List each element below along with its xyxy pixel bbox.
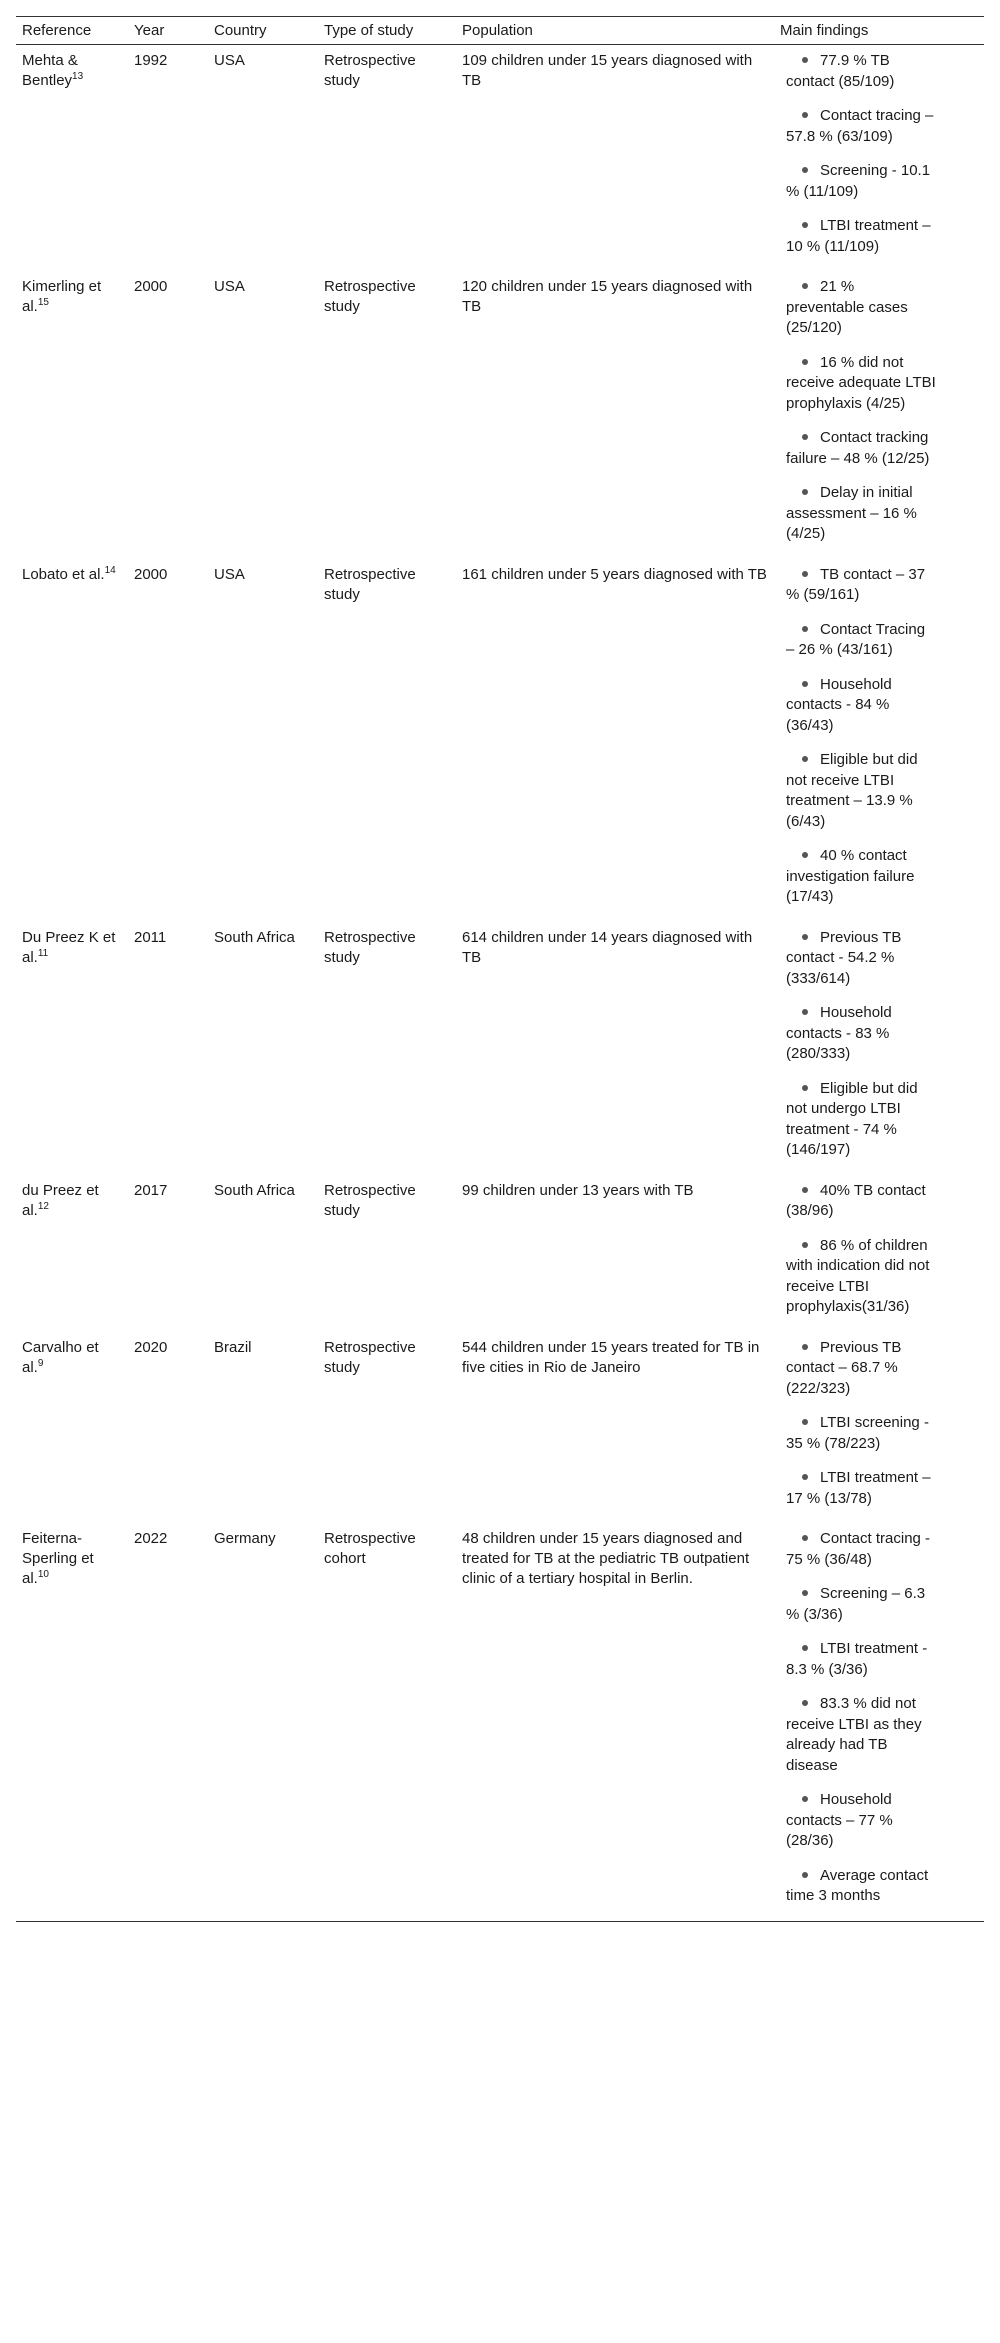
cell-reference [16, 922, 128, 1175]
finding-text: Previous TB contact - 54.2 % (333/614) [786, 928, 902, 987]
cell-population-text: 48 children under 15 years diagnosed and treated for TB at the pediatric TB outpatient clinic of a tertiary hospital in Berlin. [462, 1530, 750, 1587]
header-year: Year [128, 17, 208, 45]
finding-item [786, 928, 936, 990]
bullet-dot-icon [802, 1700, 808, 1706]
finding-text: LTBI treatment – 10 % (11/109) [786, 217, 931, 255]
reference-citation-number: 13 [72, 71, 84, 82]
finding-item [786, 750, 936, 832]
table-row [16, 1523, 984, 1921]
finding-item [786, 1529, 936, 1570]
cell-population-text: 161 children under 5 years diagnosed with TB [462, 565, 767, 583]
bullet-dot-icon [802, 1872, 808, 1878]
finding-item [786, 51, 936, 92]
bullet-dot-icon [802, 1344, 808, 1350]
bullet-dot-icon [802, 756, 808, 762]
cell-country [208, 559, 318, 922]
bullet-dot-icon [802, 57, 808, 63]
studies-table-container [16, 16, 984, 1922]
reference-text: Feiterna-Sperling et al. [22, 1530, 94, 1587]
table-row [16, 45, 984, 272]
cell-year-text: 2020 [134, 1338, 168, 1356]
cell-main-findings [774, 922, 984, 1175]
cell-year-text: 2000 [134, 278, 168, 295]
reference-citation-number: 14 [104, 564, 116, 576]
header-findings: Main findings [774, 17, 984, 45]
bullet-dot-icon [802, 571, 808, 577]
finding-item [786, 106, 936, 147]
cell-country [208, 271, 318, 559]
cell-study-type-text: Retrospective cohort [324, 1530, 416, 1567]
table-header [16, 17, 984, 45]
cell-population-text: 614 children under 14 years diagnosed with TB [462, 928, 753, 966]
finding-item [786, 1338, 936, 1400]
cell-year-text: 1992 [134, 52, 168, 69]
bullet-dot-icon [802, 112, 808, 118]
finding-text: 77.9 % TB contact (85/109) [786, 52, 895, 90]
finding-text: Screening - 10.1 % (11/109) [786, 162, 931, 200]
cell-main-findings [774, 1332, 984, 1524]
bullet-dot-icon [802, 1535, 808, 1541]
bullet-dot-icon [802, 1419, 808, 1425]
finding-text: Average contact time 3 months [786, 1866, 929, 1904]
finding-text: TB contact – 37 % (59/161) [786, 565, 926, 603]
cell-country-text: South Africa [214, 1181, 295, 1199]
finding-item [786, 1866, 936, 1907]
findings-list [786, 559, 978, 908]
cell-study-type-text: Retrospective study [324, 278, 416, 315]
finding-item [786, 1413, 936, 1454]
table-body [16, 45, 984, 1922]
cell-country [208, 1332, 318, 1524]
findings-list [786, 1332, 978, 1510]
finding-text: 83.3 % did not receive LTBI as they already had TB disease [786, 1695, 922, 1774]
finding-item [786, 1790, 936, 1852]
cell-main-findings [774, 1175, 984, 1332]
cell-year [128, 559, 208, 922]
bullet-dot-icon [802, 681, 808, 687]
cell-country [208, 45, 318, 272]
reference-text: du Preez et al. [22, 1181, 99, 1219]
finding-text: 16 % did not receive adequate LTBI prophylaxis (4/25) [786, 353, 936, 412]
bullet-dot-icon [802, 489, 808, 495]
cell-main-findings [774, 559, 984, 922]
reference-text: Kimerling et al. [22, 278, 102, 315]
finding-text: Eligible but did not undergo LTBI treatment - 74 % (146/197) [786, 1079, 918, 1158]
reference-citation-number: 10 [37, 1569, 49, 1580]
finding-text: Contact Tracing – 26 % (43/161) [786, 620, 926, 658]
cell-country [208, 922, 318, 1175]
cell-reference [16, 45, 128, 272]
bullet-dot-icon [802, 1590, 808, 1596]
finding-item [786, 1584, 936, 1625]
findings-list [786, 1175, 978, 1318]
cell-population [456, 922, 774, 1175]
cell-country-text: Brazil [214, 1338, 252, 1356]
cell-study-type [318, 1175, 456, 1332]
finding-text: 40 % contact investigation failure (17/43) [786, 847, 915, 905]
cell-study-type [318, 1332, 456, 1524]
cell-year [128, 1523, 208, 1921]
bullet-dot-icon [802, 1474, 808, 1480]
finding-text: Household contacts - 83 % (280/333) [786, 1004, 892, 1062]
finding-text: Household contacts – 77 % (28/36) [786, 1791, 893, 1849]
bullet-dot-icon [802, 1242, 808, 1248]
bullet-dot-icon [802, 934, 808, 940]
cell-population-text: 544 children under 15 years treated for TB in five cities in Rio de Janeiro [462, 1338, 760, 1376]
cell-country-text: South Africa [214, 928, 295, 946]
cell-study-type-text: Retrospective study [324, 52, 416, 89]
cell-study-type-text: Retrospective study [324, 565, 416, 603]
findings-list [786, 45, 978, 257]
cell-reference [16, 1523, 128, 1921]
finding-text: Contact tracking failure – 48 % (12/25) [786, 429, 930, 467]
bullet-dot-icon [802, 434, 808, 440]
cell-year [128, 45, 208, 272]
cell-country [208, 1175, 318, 1332]
finding-text: Previous TB contact – 68.7 % (222/323) [786, 1338, 902, 1397]
bullet-dot-icon [802, 222, 808, 228]
cell-reference [16, 1175, 128, 1332]
cell-main-findings [774, 271, 984, 559]
cell-study-type [318, 45, 456, 272]
finding-text: Household contacts - 84 % (36/43) [786, 675, 892, 734]
finding-text: 40% TB contact (38/96) [786, 1181, 926, 1219]
finding-item [786, 846, 936, 908]
finding-item [786, 1639, 936, 1680]
cell-population-text: 120 children under 15 years diagnosed with TB [462, 278, 753, 315]
finding-item [786, 1694, 936, 1776]
reference-text: Carvalho et al. [22, 1338, 99, 1376]
findings-list [786, 1523, 978, 1907]
reference-citation-number: 12 [37, 1200, 49, 1212]
finding-text: Delay in initial assessment – 16 % (4/25) [786, 484, 917, 542]
table-row [16, 559, 984, 922]
cell-year [128, 271, 208, 559]
reference-text: Du Preez K et al. [22, 928, 116, 966]
finding-text: Screening – 6.3 % (3/36) [786, 1585, 926, 1623]
cell-reference [16, 1332, 128, 1524]
cell-population [456, 271, 774, 559]
finding-item [786, 1468, 936, 1509]
cell-year-text: 2017 [134, 1181, 168, 1199]
finding-text: LTBI treatment – 17 % (13/78) [786, 1469, 931, 1507]
header-country: Country [208, 17, 318, 45]
table-row [16, 1175, 984, 1332]
findings-list [786, 271, 978, 545]
header-population: Population [456, 17, 774, 45]
bullet-dot-icon [802, 359, 808, 365]
cell-study-type [318, 922, 456, 1175]
cell-population [456, 1332, 774, 1524]
cell-population [456, 559, 774, 922]
reference-citation-number: 15 [37, 297, 49, 308]
finding-text: Contact tracing – 57.8 % (63/109) [786, 107, 934, 145]
header-type: Type of study [318, 17, 456, 45]
finding-item [786, 1003, 936, 1065]
cell-main-findings [774, 1523, 984, 1921]
finding-item [786, 620, 936, 661]
cell-year [128, 922, 208, 1175]
finding-item [786, 216, 936, 257]
bullet-dot-icon [802, 283, 808, 289]
cell-population [456, 45, 774, 272]
cell-study-type [318, 559, 456, 922]
reference-citation-number: 11 [37, 947, 49, 959]
bullet-dot-icon [802, 167, 808, 173]
finding-item [786, 483, 936, 545]
cell-study-type-text: Retrospective study [324, 1338, 416, 1376]
finding-item [786, 161, 936, 202]
finding-item [786, 353, 936, 415]
cell-country-text: USA [214, 565, 245, 583]
finding-item [786, 277, 936, 339]
reference-citation-number: 9 [37, 1357, 44, 1369]
cell-year-text: 2022 [134, 1530, 168, 1547]
bullet-dot-icon [802, 1009, 808, 1015]
cell-country-text: USA [214, 278, 245, 295]
cell-population-text: 99 children under 13 years with TB [462, 1181, 694, 1199]
bullet-dot-icon [802, 1796, 808, 1802]
cell-year-text: 2011 [134, 928, 167, 946]
bullet-dot-icon [802, 626, 808, 632]
table-row [16, 922, 984, 1175]
cell-year [128, 1175, 208, 1332]
findings-list [786, 922, 978, 1161]
header-reference: Reference [16, 17, 128, 45]
cell-year-text: 2000 [134, 565, 168, 583]
finding-item [786, 565, 936, 606]
finding-item [786, 1181, 936, 1222]
cell-country-text: Germany [214, 1530, 276, 1547]
finding-item [786, 1079, 936, 1161]
finding-text: 86 % of children with indication did not receive LTBI prophylaxis(31/36) [786, 1236, 930, 1315]
cell-study-type [318, 271, 456, 559]
cell-country-text: USA [214, 52, 245, 69]
finding-text: LTBI screening - 35 % (78/223) [786, 1414, 929, 1452]
reference-text: Mehta & Bentley [22, 52, 78, 89]
cell-population-text: 109 children under 15 years diagnosed with TB [462, 52, 753, 89]
bullet-dot-icon [802, 1187, 808, 1193]
cell-study-type [318, 1523, 456, 1921]
finding-text: LTBI treatment - 8.3 % (3/36) [786, 1640, 928, 1678]
cell-study-type-text: Retrospective study [324, 1181, 416, 1219]
finding-text: Eligible but did not receive LTBI treatment – 13.9 % (6/43) [786, 751, 918, 830]
bullet-dot-icon [802, 1085, 808, 1091]
bullet-dot-icon [802, 1645, 808, 1651]
finding-text: 21 % preventable cases (25/120) [786, 278, 908, 336]
cell-main-findings [774, 45, 984, 272]
cell-population [456, 1523, 774, 1921]
finding-text: Contact tracing - 75 % (36/48) [786, 1530, 931, 1568]
bullet-dot-icon [802, 852, 808, 858]
table-row [16, 1332, 984, 1524]
finding-item [786, 428, 936, 469]
table-row [16, 271, 984, 559]
studies-table [16, 16, 984, 1922]
reference-text: Lobato et al. [22, 565, 105, 583]
cell-reference [16, 271, 128, 559]
cell-population [456, 1175, 774, 1332]
cell-year [128, 1332, 208, 1524]
finding-item [786, 1236, 936, 1318]
cell-country [208, 1523, 318, 1921]
cell-reference [16, 559, 128, 922]
cell-study-type-text: Retrospective study [324, 928, 416, 966]
finding-item [786, 675, 936, 737]
